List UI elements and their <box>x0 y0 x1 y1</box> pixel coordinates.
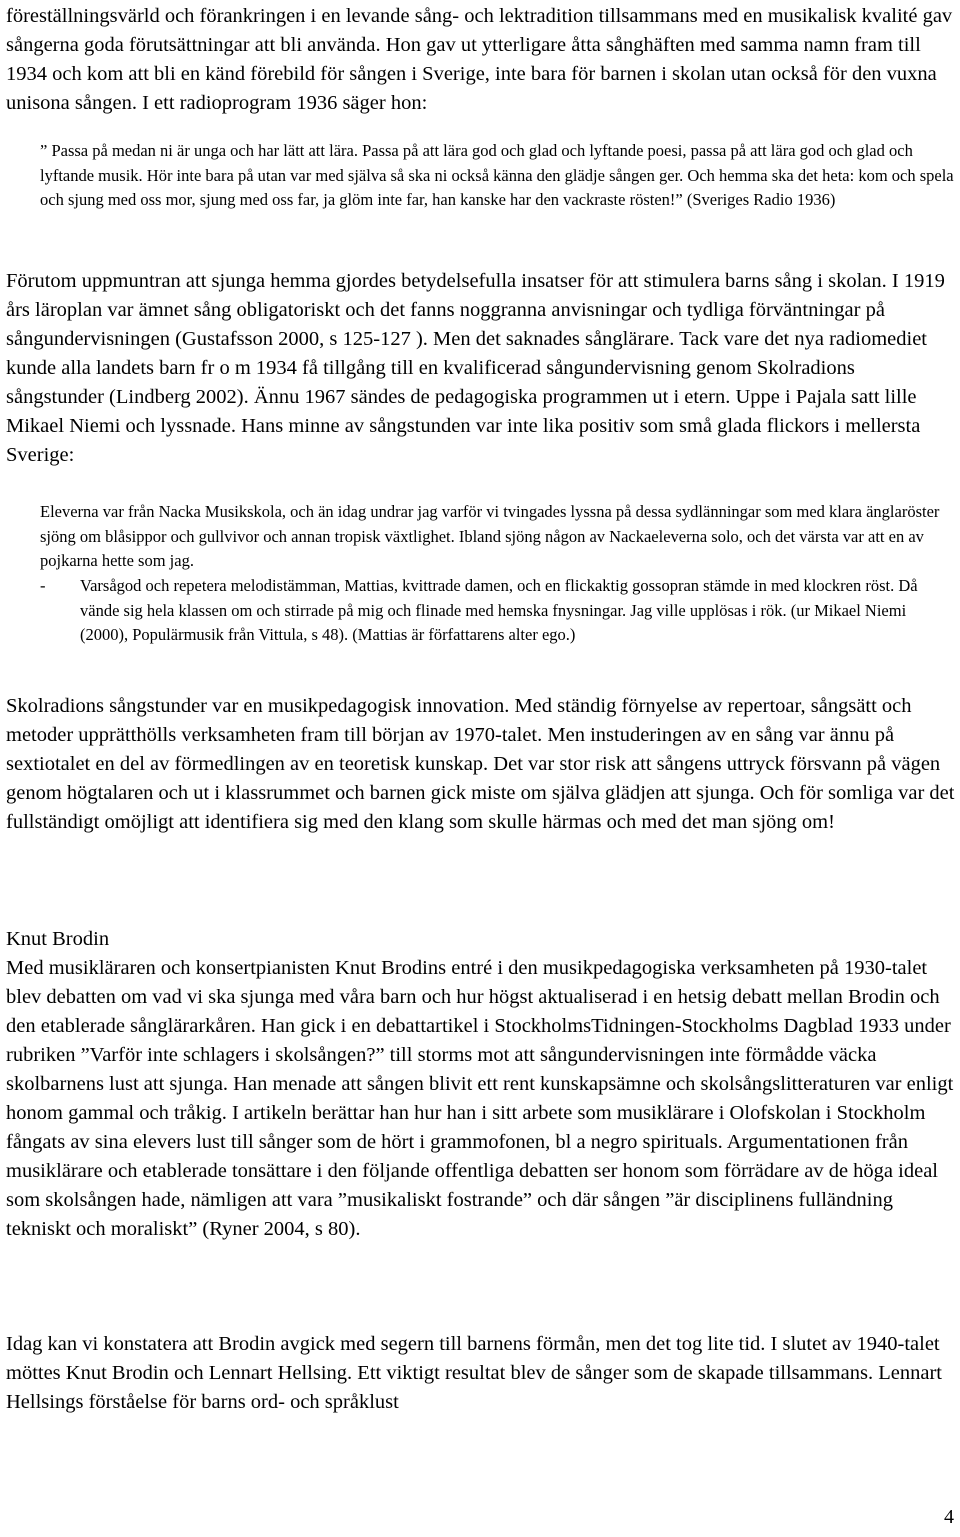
paragraph-1: föreställningsvärld och förankringen i en levande sång- och lektradition tillsammans med en musikalisk kvalité gav sångerna goda förutsättningar att bli använda. Hon gav ut ytterligare åtta sånghäften med samma namn fram till 1934 och kom att bli en känd förebild för sången i Sverige, inte bara för barnen i skolan utan också för den vuxna unisona sången. I ett radioprogram 1936 säger hon: <box>6 5 953 114</box>
paragraph-2: Förutom uppmuntran att sjunga hemma gjordes betydelsefulla insatser för att stimulera barns sång i skolan. I 1919 års läroplan var ämnet sång obligatoriskt och det fanns noggranna anvisningar och tydliga förväntningar på sångundervisningen (Gustafsson 2000, s 125-127 ). Men det saknades sånglärare. Tack vare det nya radiomediet kunde alla landets barn fr o m 1934 få tillgång till en kvalificerad sångundervisning genom Skolradions sångstunder (Lindberg 2002). Ännu 1967 sändes de pedagogiska programmen ut i etern. Uppe i Pajala satt lille Mikael Niemi och lyssnade. Hans minne av sångstunden var inte lika positiv som små glada flickors i mellersta Sverige: <box>6 270 945 466</box>
paragraph-5: Idag kan vi konstatera att Brodin avgick med segern till barnens förmån, men det tog lite tid. I slutet av 1940-talet möttes Knut Brodin och Lennart Hellsing. Ett viktigt resultat blev de sånger som de skapade tillsammans. Lennart Hellsings förståelse för barns ord- och språklust <box>6 1333 942 1413</box>
quote-dash: - <box>40 576 46 595</box>
section-heading: Knut Brodin <box>6 928 110 950</box>
paragraph-4: Med musikläraren och konsertpianisten Knut Brodins entré i den musikpedagogiska verksamheten på 1930-talet blev debatten om vad vi ska sjunga med våra barn och hur högst aktualiserad i en hetsig debatt mellan Brodin och den etablerade sånglärarkåren. Han gick i en debattartikel i StockholmsTidningen-Stockholms Dagblad 1933 under rubriken ”Varför inte schlagers i skolsången?” till storms mot att sångundervisningen inte förmådde väcka skolbarnens lust att sjunga. Han menade att sången blivit ett rent kunskapsämne och skolsångslitteraturen var enligt honom gammal och tråkig. I artikeln berättar han hur han i sitt arbete som musiklärare i Olofskolan i Stockholm fångats av sina elevers lust till sånger som de hört i grammofonen, bl a negro spirituals. Argumentationen från musiklärare och etablerade tonsättare i den följande offentliga debatten ser honom som förrädare av de höga ideal som skolsången hade, nämligen att vara ”musikaliskt fostrande” och där sången ”är disciplinens fulländning tekniskt och moraliskt” (Ryner 2004, s 80). <box>6 957 954 1240</box>
paragraph-3: Skolradions sångstunder var en musikpedagogisk innovation. Med ständig förnyelse av repertoar, sångsätt och metoder upprätthölls verksamheten fram till början av 1970-talet. Men instuderingen av en sång var ännu på sextiotalet en del av förmedlingen av en teoretisk kunskap. Det var stor risk att sångens uttryck försvann på vägen genom högtalaren och ut i klassrummet och barnen gick miste om själva glädjen att sjunga. Och för somliga var det fullständigt omöjligt att identifiera sig med den klang som skulle härmas och med det man sjöng om! <box>6 695 955 833</box>
radio-quote: ” Passa på medan ni är unga och har lätt att lära. Passa på att lära god och glad och lyftande poesi, passa på att lära god och glad och lyftande musik. Hör inte bara på utan var med själva så ska ni också känna den glädje sången ger. Och hemma ska det heta: kom och spela och sjung med oss mor, sjung med oss far, ja glöm inte far, han kanske har den vackraste rösten!” (Sveriges Radio 1936) <box>40 141 954 209</box>
niemi-quote-part-2: Varsågod och repetera melodistämman, Mattias, kvittrade damen, och en flickaktig gossopran stämde in med klockren röst. Då vände sig hela klassen om och stirrade på mig och flinade med hemska fnysningar. Jag ville upplösas i rök. (ur Mikael Niemi (2000), Populärmusik från Vittula, s 48). (Mattias är författarens alter ego.) <box>80 576 918 644</box>
page-number: 4 <box>944 1506 954 1528</box>
niemi-quote-part-1: Eleverna var från Nacka Musikskola, och än idag undrar jag varför vi tvingades lyssna på dessa sydlänningar som med klara änglaröster sjöng om blåsippor och gullvivor och annan tropisk växtlighet. Ibland sjöng någon av Nackaeleverna solo, och det värsta var att en av pojkarna hette som jag. <box>40 502 940 570</box>
